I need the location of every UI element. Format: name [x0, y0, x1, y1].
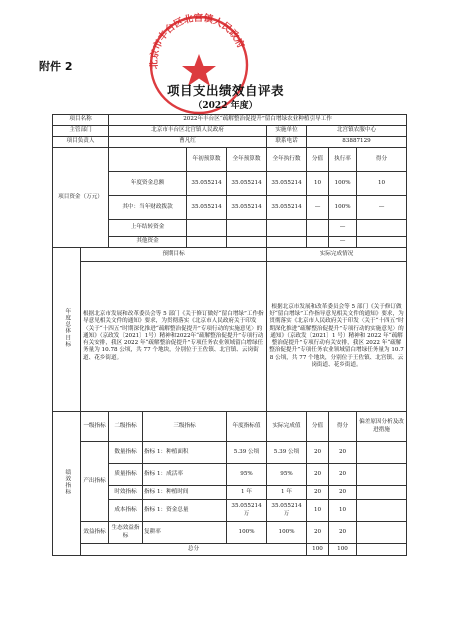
total-reason [357, 544, 407, 556]
goals-section-text: 年度总体目标 [64, 307, 71, 348]
perf-level3: 指标 1：种植面积 [143, 442, 227, 464]
goals-section-label [53, 248, 81, 412]
perf-reason [357, 500, 407, 522]
perf-header-level2: 二级指标 [109, 412, 143, 442]
perf-actual: 1 年 [267, 486, 307, 500]
funds-cell: — [357, 196, 407, 220]
impl-value: 北宫镇农服中心 [307, 126, 407, 137]
funds-cell: — [329, 220, 357, 237]
perf-header-target: 年度指标值 [227, 412, 267, 442]
perf-score: 20 [307, 522, 329, 544]
funds-header-points: 得分 [357, 148, 407, 172]
expected-goal-text: 根据北京市发展和改革委员会等 5 部门《关于修订做好“留白增绿”工作指导意见相关文件的通知》要求，为贯彻落实《北京市人民政府关于印发〈关于“十四五”时期深化推进“疏解整治促提升”专项行动的实施意见〉的通知》（京政发〔2021〕1号）精神和2022年“疏解整治促提升”专项行动有关安排，我区 2022 年“疏解整治促提升”专项任务农业领域留白增绿任务量为 10.78 公顷，共 77 个地块，分别位于王佐镇、北宫镇、云岗街道、花乡街道。 [81, 262, 267, 412]
perf-actual: 100% [267, 522, 307, 544]
perf-points: 20 [329, 522, 357, 544]
total-points: 100 [329, 544, 357, 556]
perf-actual: 95% [267, 464, 307, 486]
funds-header-init: 年初预算数 [187, 148, 227, 172]
funds-cell: 35.055214 [187, 172, 227, 196]
funds-cell [357, 237, 407, 248]
self-evaluation-table [52, 114, 407, 556]
funds-cell [357, 220, 407, 237]
perf-level3: 复耕率 [143, 522, 227, 544]
project-name-label: 项目名称 [53, 115, 109, 126]
perf-section-text: 绩效指标 [64, 468, 71, 495]
phone-value: 83887129 [307, 137, 407, 148]
phone-label: 联系电话 [267, 137, 307, 148]
funds-cell: 35.055214 [267, 172, 307, 196]
funds-cell [307, 237, 329, 248]
funds-cell [267, 237, 307, 248]
funds-header-rate: 执行率 [329, 148, 357, 172]
perf-level3: 指标 1：种植时间 [143, 486, 227, 500]
perf-target: 95% [227, 464, 267, 486]
total-label: 总分 [81, 544, 307, 556]
perf-level3: 指标 1：资金总量 [143, 500, 227, 522]
funds-row-label: 上年结转资金 [109, 220, 187, 237]
page-title: 项目支出绩效自评表 [166, 83, 284, 98]
perf-level2: 质量指标 [109, 464, 143, 486]
funds-row-label: 其中：当年财政拨款 [109, 196, 187, 220]
funds-cell: 35.055214 [187, 196, 227, 220]
output-indicator-label: 产出指标 [81, 442, 109, 522]
funds-cell [187, 220, 227, 237]
perf-header-points: 得分 [329, 412, 357, 442]
funds-cell [187, 237, 227, 248]
perf-level2: 时效指标 [109, 486, 143, 500]
perf-header-reason: 偏差原因分析及改进措施 [357, 412, 407, 442]
perf-header-level1: 一级指标 [81, 412, 109, 442]
funds-cell [307, 220, 329, 237]
perf-reason [357, 442, 407, 464]
perf-target: 35.055214 万 [227, 500, 267, 522]
funds-cell: 100% [329, 196, 357, 220]
funds-header-score: 分值 [307, 148, 329, 172]
perf-header-level3: 三级指标 [143, 412, 227, 442]
perf-target: 5.39 公顷 [227, 442, 267, 464]
perf-reason [357, 522, 407, 544]
funds-row-label: 其他资金 [109, 237, 187, 248]
funds-cell: 35.055214 [227, 196, 267, 220]
funds-cell [267, 220, 307, 237]
funds-cell: 100% [329, 172, 357, 196]
perf-target: 100% [227, 522, 267, 544]
dept-label: 主管部门 [53, 126, 109, 137]
attachment-label: 附件 2 [39, 60, 73, 73]
funds-cell: 35.055214 [227, 172, 267, 196]
dept-value: 北京市丰台区北宫镇人民政府 [109, 126, 267, 137]
funds-cell: 10 [357, 172, 407, 196]
funds-row-label: 年度资金总额 [109, 172, 187, 196]
perf-points: 20 [329, 486, 357, 500]
funds-cell: 35.055214 [267, 196, 307, 220]
perf-header-actual: 实际完成值 [267, 412, 307, 442]
perf-level2: 数量指标 [109, 442, 143, 464]
perf-score: 20 [307, 442, 329, 464]
leader-label: 项目负责人 [53, 137, 109, 148]
perf-points: 20 [329, 464, 357, 486]
benefit-indicator-label: 效益指标 [81, 522, 109, 544]
perf-points: 20 [329, 442, 357, 464]
funds-cell [227, 220, 267, 237]
actual-goal-text: 根据北京市发展和改革委员会等 5 部门《关于修订做好“留白增绿”工作指导意见相关文件的通知》要求，为贯彻落实《北京市人民政府关于印发〈关于“十四五”时期深化推进“疏解整治促提升”专项行动的实施意见〉的通知》（京政发〔2021〕1 号）精神和 2022 年“疏解整治促提升”专项行动有关安排，我区 2022 年“疏解整治促提升”专项任务农业领域留白增绿任务量为 10.78 公顷，共 77 个地块，分别位于王佐镇、北宫镇、云岗街道、花乡街道。 [267, 262, 407, 412]
svg-text:北京市丰台区北宫镇人民政府: 北京市丰台区北宫镇人民政府 [148, 12, 247, 70]
perf-target: 1 年 [227, 486, 267, 500]
funds-cell [227, 237, 267, 248]
perf-section-label [53, 412, 81, 556]
impl-label: 实施单位 [267, 126, 307, 137]
perf-header-score: 分值 [307, 412, 329, 442]
funds-header-full: 全年预算数 [227, 148, 267, 172]
funds-header-blank [109, 148, 187, 172]
perf-score: 10 [307, 500, 329, 522]
perf-score: 20 [307, 486, 329, 500]
leader-value: 曹凡红 [109, 137, 267, 148]
project-name-value: 2022年丰台区“疏解整治促提升”留白增绿农业种植引导工作 [109, 115, 407, 126]
total-score: 100 [307, 544, 329, 556]
funds-cell: — [307, 196, 329, 220]
funds-header-exec: 全年执行数 [267, 148, 307, 172]
perf-level3: 指标 1：成活率 [143, 464, 227, 486]
perf-level2: 生态效益指标 [109, 522, 143, 544]
perf-actual: 5.39 公顷 [267, 442, 307, 464]
perf-points: 10 [329, 500, 357, 522]
funds-cell: — [329, 237, 357, 248]
perf-level2: 成本指标 [109, 500, 143, 522]
funds-section-label: 项目资金（万元） [53, 148, 109, 248]
actual-goal-header: 实际完成情况 [267, 248, 407, 262]
funds-cell: 10 [307, 172, 329, 196]
perf-actual: 35.055214 万 [267, 500, 307, 522]
expected-goal-header: 预期目标 [81, 248, 267, 262]
perf-reason [357, 464, 407, 486]
year-label: （2022 年度） [193, 101, 258, 111]
perf-reason [357, 486, 407, 500]
perf-score: 20 [307, 464, 329, 486]
